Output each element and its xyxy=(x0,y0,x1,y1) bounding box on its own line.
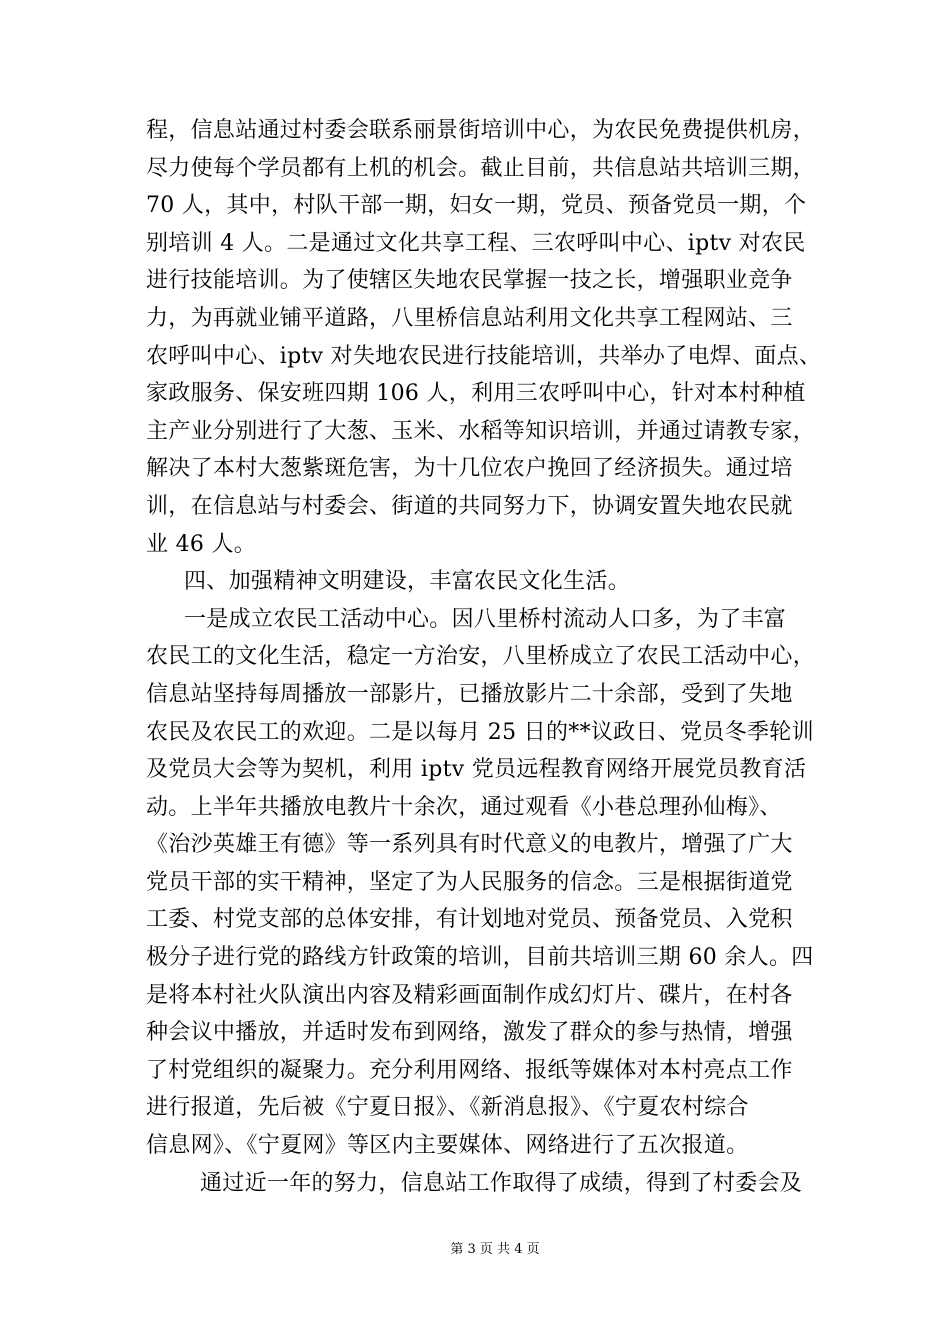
text-line: 主产业分别进行了大葱、玉米、水稻等知识培训，并通过请教专家， xyxy=(146,418,816,444)
text-line: 别培训 4 人。二是通过文化共享工程、三农呼叫中心、iptv 对农民 xyxy=(146,230,806,256)
text-line: 家政服务、保安班四期 106 人，利用三农呼叫中心，针对本村种植 xyxy=(146,381,806,407)
text-line: 农呼叫中心、iptv 对失地农民进行技能培训，共举办了电焊、面点、 xyxy=(146,343,822,369)
document-body xyxy=(146,112,826,1202)
text-line: 70 人，其中，村队干部一期，妇女一期，党员、预备党员一期，个 xyxy=(146,193,807,219)
text-line: 动。上半年共播放电教片十余次，通过观看《小巷总理孙仙梅》、 xyxy=(146,794,782,820)
text-line: 信息站坚持每周播放一部影片，已播放影片二十余部，受到了失地 xyxy=(146,681,793,707)
text-line: 了村党组织的凝聚力。充分利用网络、报纸等媒体对本村亮点工作 xyxy=(146,1057,793,1083)
text-line: 《治沙英雄王有德》等一系列具有时代意义的电教片，增强了广大 xyxy=(146,832,793,858)
text-line: 农民工的文化生活，稳定一方治安，八里桥成立了农民工活动中心， xyxy=(146,644,816,670)
text-line: 尽力使每个学员都有上机的机会。截止目前，共信息站共培训三期， xyxy=(146,155,816,181)
text-line: 农民及农民工的欢迎。二是以每月 25 日的**议政日、党员冬季轮训 xyxy=(146,719,814,745)
text-line: 种会议中播放，并适时发布到网络，激发了群众的参与热情，增强 xyxy=(146,1020,793,1046)
text-line: 进行技能培训。为了使辖区失地农民掌握一技之长，增强职业竞争 xyxy=(146,268,793,294)
text-line: 力，为再就业铺平道路，八里桥信息站利用文化共享工程网站、三 xyxy=(146,305,793,331)
text-line: 通过近一年的努力，信息站工作取得了成绩，得到了村委会及 xyxy=(200,1170,803,1196)
text-line: 党员干部的实干精神，坚定了为人民服务的信念。三是根据街道党 xyxy=(146,869,793,895)
text-line: 进行报道，先后被《宁夏日报》、《新消息报》、《宁夏农村综合 xyxy=(146,1095,749,1121)
text-line: 业 46 人。 xyxy=(146,531,257,557)
text-line: 训，在信息站与村委会、街道的共同努力下，协调安置失地农民就 xyxy=(146,493,793,519)
text-line: 一是成立农民工活动中心。因八里桥村流动人口多，为了丰富 xyxy=(184,606,787,632)
text-line: 及党员大会等为契机，利用 iptv 党员远程教育网络开展党员教育活 xyxy=(146,757,807,783)
section-heading: 四、加强精神文明建设，丰富农民文化生活。 xyxy=(184,569,631,595)
text-line: 信息网》、《宁夏网》等区内主要媒体、网络进行了五次报道。 xyxy=(146,1133,749,1159)
text-line: 是将本村社火队演出内容及精彩画面制作成幻灯片、碟片，在村各 xyxy=(146,982,793,1008)
text-line: 极分子进行党的路线方针政策的培训，目前共培训三期 60 余人。四 xyxy=(146,945,814,971)
text-line: 程，信息站通过村委会联系丽景街培训中心，为农民免费提供机房， xyxy=(146,118,816,143)
text-line: 解决了本村大葱紫斑危害，为十几位农户挽回了经济损失。通过培 xyxy=(146,456,793,482)
text-line: 工委、村党支部的总体安排，有计划地对党员、预备党员、入党积 xyxy=(146,907,793,933)
page-number: 第 3 页 共 4 页 xyxy=(450,1242,540,1257)
